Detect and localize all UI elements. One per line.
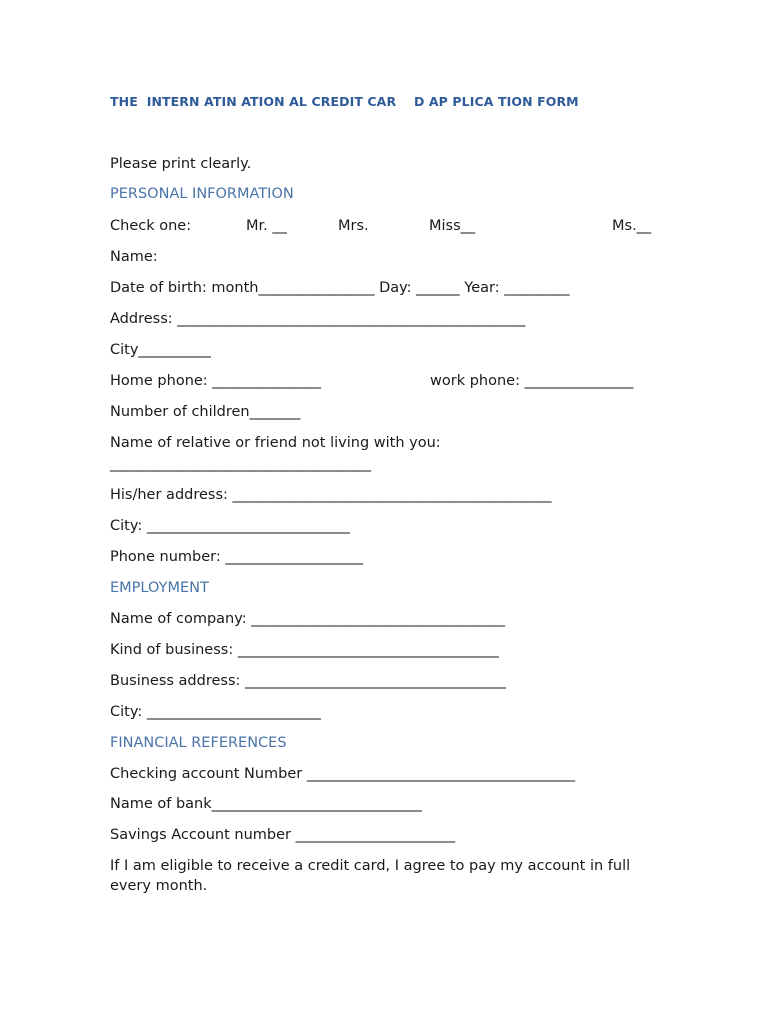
section-employment: EMPLOYMENT bbox=[110, 580, 209, 596]
relative-name-label: Name of relative or friend not living with you: bbox=[110, 435, 441, 451]
checking-account-field[interactable]: Checking account Number _____________________________________ bbox=[110, 766, 576, 782]
date-of-birth-field[interactable]: Date of birth: month________________ Day: ______ Year: _________ bbox=[110, 280, 570, 296]
relative-phone-field[interactable]: Phone number: ___________________ bbox=[110, 549, 364, 565]
relative-address-field[interactable]: His/her address: ____________________________________________ bbox=[110, 487, 552, 503]
option-miss[interactable]: Miss__ bbox=[429, 218, 476, 234]
number-of-children-field[interactable]: Number of children_______ bbox=[110, 404, 301, 420]
instruction-text: Please print clearly. bbox=[110, 156, 252, 172]
business-city-field[interactable]: City: ________________________ bbox=[110, 704, 321, 720]
relative-city-field[interactable]: City: ____________________________ bbox=[110, 518, 350, 534]
section-financial-references: FINANCIAL REFERENCES bbox=[110, 735, 287, 751]
home-phone-field[interactable]: Home phone: _______________ bbox=[110, 373, 322, 389]
agreement-text: If I am eligible to receive a credit card, I agree to pay my account in full every month. bbox=[110, 858, 631, 894]
work-phone-field[interactable]: work phone: _______________ bbox=[430, 373, 634, 389]
option-mrs[interactable]: Mrs. bbox=[338, 218, 369, 234]
address-field[interactable]: Address: ________________________________________________ bbox=[110, 311, 526, 327]
option-ms[interactable]: Ms.__ bbox=[612, 218, 652, 234]
option-mr[interactable]: Mr. __ bbox=[246, 218, 287, 234]
name-field[interactable]: Name: bbox=[110, 249, 158, 265]
business-address-field[interactable]: Business address: ____________________________________ bbox=[110, 673, 507, 689]
section-personal-information: PERSONAL INFORMATION bbox=[110, 186, 294, 202]
relative-name-field[interactable]: ____________________________________ bbox=[110, 456, 371, 472]
check-one-label: Check one: bbox=[110, 218, 192, 234]
company-name-field[interactable]: Name of company: ___________________________________ bbox=[110, 611, 505, 627]
business-kind-field[interactable]: Kind of business: ____________________________________ bbox=[110, 642, 499, 658]
form-title: THE INTERN ATIN ATION AL CREDIT CAR D AP PLICA TION FORM bbox=[110, 94, 579, 109]
savings-account-field[interactable]: Savings Account number ______________________ bbox=[110, 827, 456, 843]
bank-name-field[interactable]: Name of bank_____________________________ bbox=[110, 796, 422, 812]
city-field[interactable]: City__________ bbox=[110, 342, 211, 358]
